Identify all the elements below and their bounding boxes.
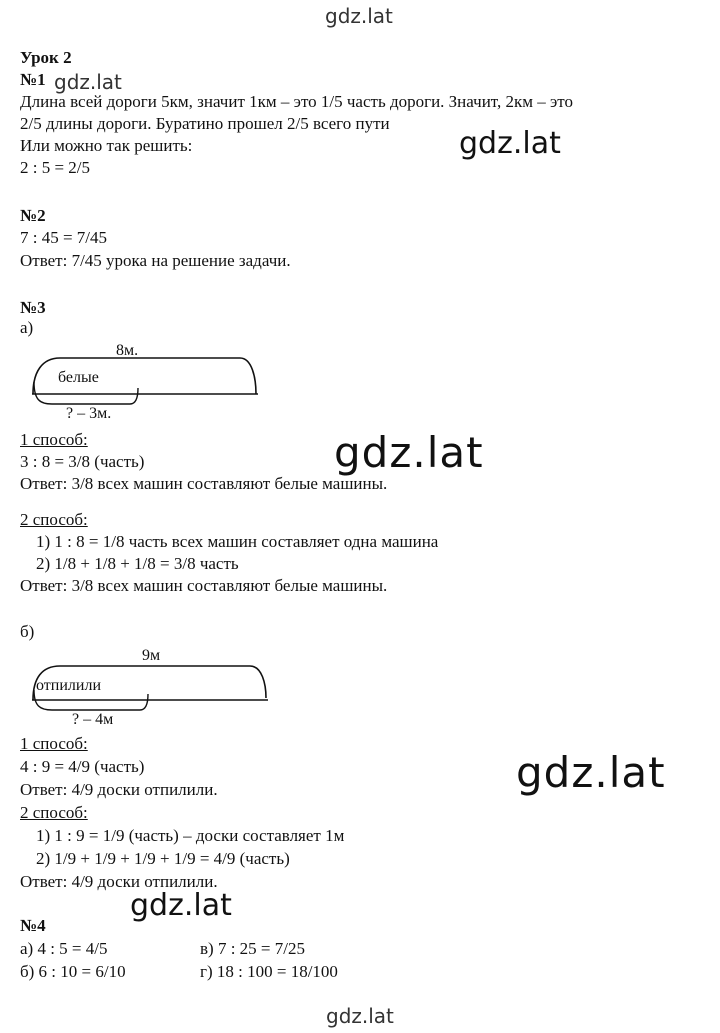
diagram-b-inner: отпилили	[36, 677, 101, 694]
part-a-m1-answer: Ответ: 3/8 всех машин составляют белые машины.	[20, 474, 388, 493]
watermark: gdz.lat	[130, 888, 232, 923]
part-a-m2-step1: 1) 1 : 8 = 1/8 часть всех машин составляет одна машина	[36, 532, 439, 551]
lesson-title: Урок 2	[20, 48, 72, 67]
part-b-m2-step1: 1) 1 : 9 = 1/9 (часть) – доски составляет 1м	[36, 826, 345, 845]
diagram-a-inner: белые	[58, 369, 99, 386]
watermark: gdz.lat	[334, 428, 484, 477]
part-b-m1-line: 4 : 9 = 4/9 (часть)	[20, 757, 145, 776]
task1-line2: 2/5 длины дороги. Буратино прошел 2/5 всего пути	[20, 114, 390, 133]
watermark: gdz.lat	[459, 126, 561, 161]
task4-heading: №4	[20, 916, 46, 935]
task4-g: г) 18 : 100 = 18/100	[200, 962, 338, 981]
watermark: gdz.lat	[516, 748, 666, 797]
task1-line4: 2 : 5 = 2/5	[20, 158, 91, 177]
part-b-label: б)	[20, 622, 35, 641]
task2-heading: №2	[20, 206, 46, 225]
part-a-m2-answer: Ответ: 3/8 всех машин составляют белые машины.	[20, 576, 388, 595]
task4-b: б) 6 : 10 = 6/10	[20, 962, 126, 981]
task4-a: а) 4 : 5 = 4/5	[20, 939, 108, 958]
part-a-method1: 1 способ:	[20, 430, 88, 449]
watermark-bottom: gdz.lat	[326, 1004, 394, 1028]
watermark: gdz.lat	[54, 70, 122, 94]
part-b-m2-answer: Ответ: 4/9 доски отпилили.	[20, 872, 218, 891]
part-a-m1-line: 3 : 8 = 3/8 (часть)	[20, 452, 145, 471]
diagram-b-total: 9м	[142, 647, 161, 664]
task1-line1: Длина всей дороги 5км, значит 1км – это 1/5 часть дороги. Значит, 2км – это	[20, 92, 573, 111]
part-a-label: а)	[20, 318, 34, 337]
watermark-top: gdz.lat	[325, 4, 393, 28]
task1-line3: Или можно так решить:	[20, 136, 193, 155]
task4-v: в) 7 : 25 = 7/25	[200, 939, 305, 958]
part-b-method2: 2 способ:	[20, 803, 88, 822]
part-b-method1: 1 способ:	[20, 734, 88, 753]
task2-line1: 7 : 45 = 7/45	[20, 228, 108, 247]
task1-heading: №1	[20, 70, 46, 89]
part-b-m1-answer: Ответ: 4/9 доски отпилили.	[20, 780, 218, 799]
diagram-b-part: ? – 4м	[72, 711, 114, 728]
part-b-m2-step2: 2) 1/9 + 1/9 + 1/9 + 1/9 = 4/9 (часть)	[36, 849, 290, 868]
task2-answer: Ответ: 7/45 урока на решение задачи.	[20, 251, 291, 270]
diagram-a-total: 8м.	[116, 342, 139, 359]
part-a-method2: 2 способ:	[20, 510, 88, 529]
task3-heading: №3	[20, 298, 46, 317]
diagram-a-part: ? – 3м.	[66, 405, 112, 422]
part-a-m2-step2: 2) 1/8 + 1/8 + 1/8 = 3/8 часть	[36, 554, 239, 573]
